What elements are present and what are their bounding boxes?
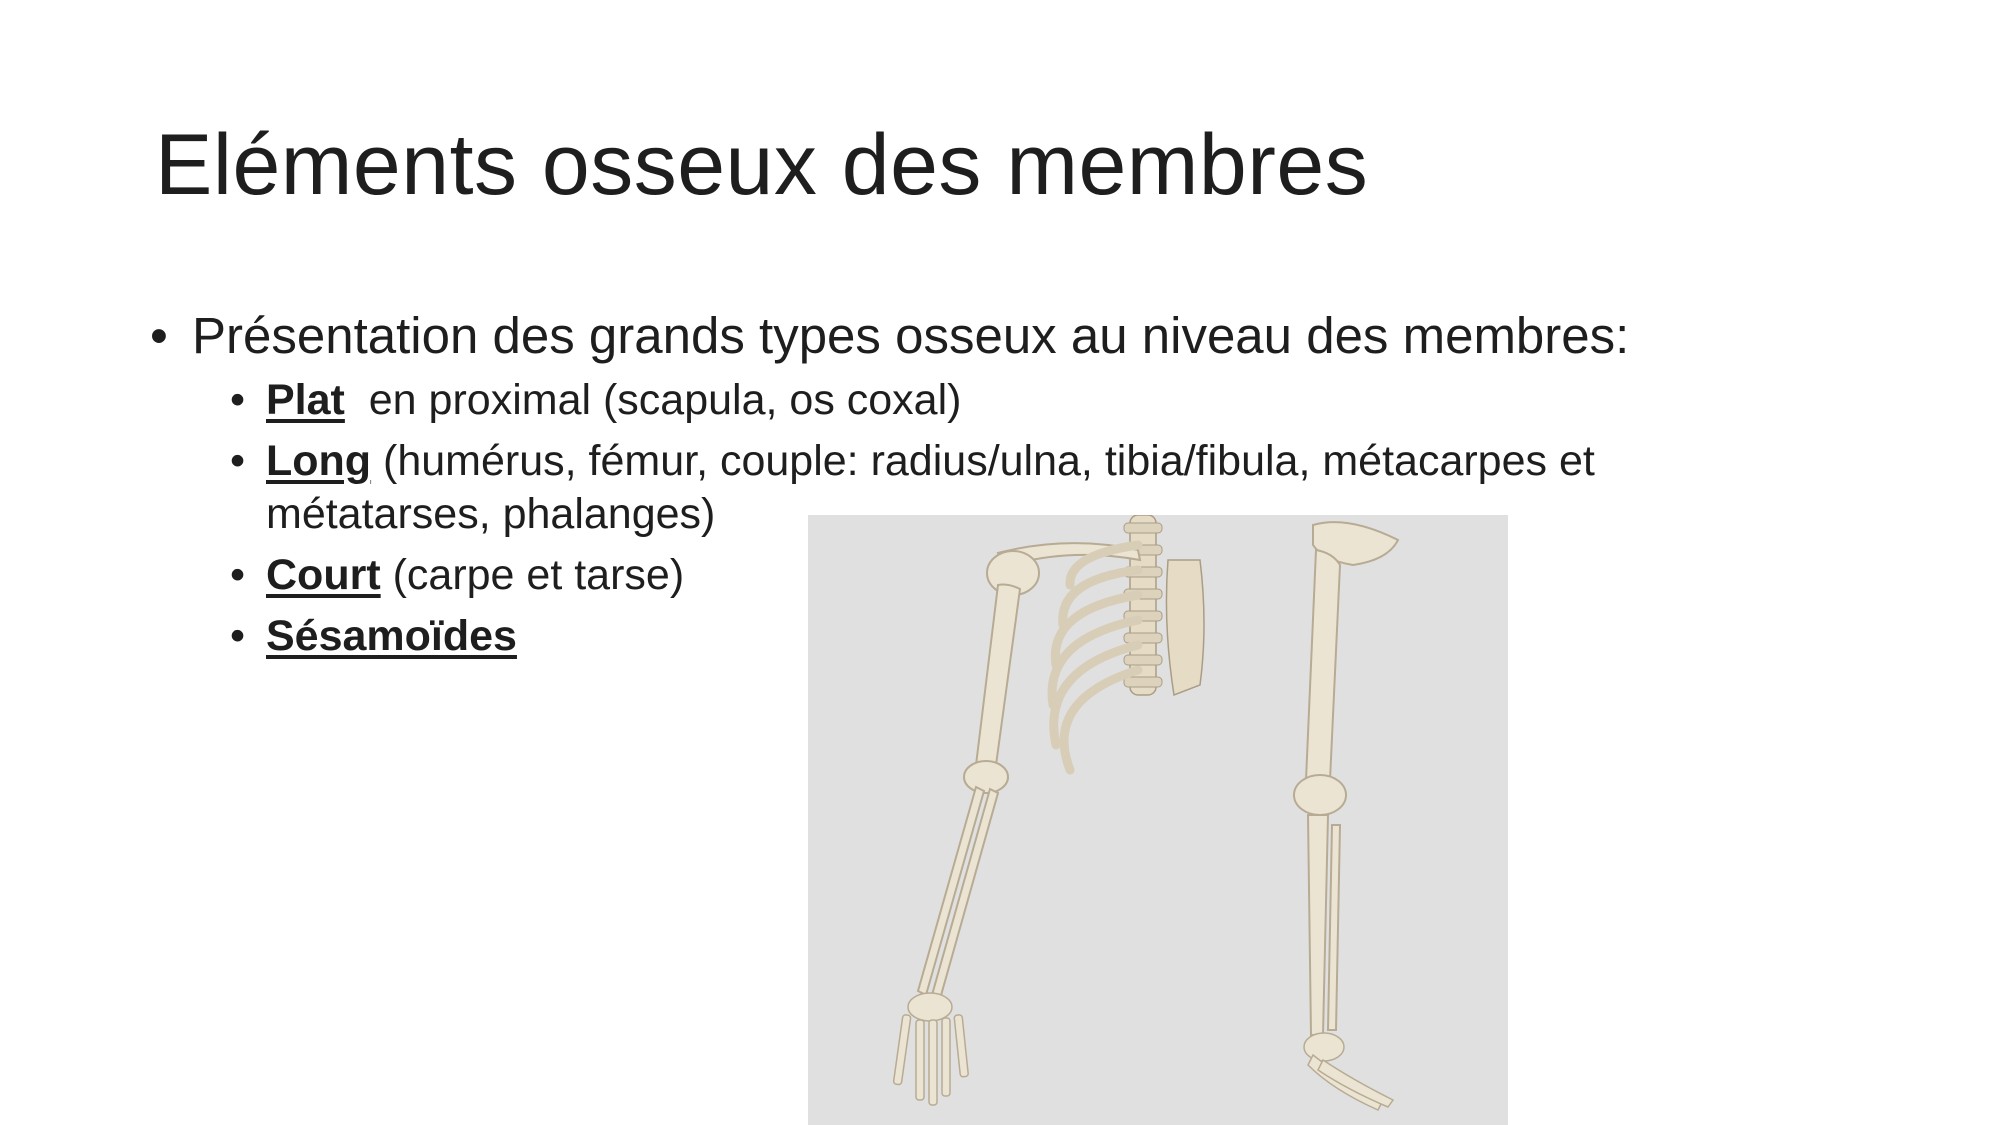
humerus-illustration <box>976 585 1020 770</box>
tibia-illustration <box>1308 815 1328 1035</box>
foot-illustration <box>1304 1033 1393 1110</box>
ulna-illustration <box>932 789 998 999</box>
bullet-main-text: Présentation des grands types osseux au niveau des membres: <box>192 307 1630 364</box>
bullet-dot-icon: • <box>230 437 246 486</box>
keyword-plat: Plat <box>266 376 345 425</box>
skeleton-icon <box>808 515 1508 1125</box>
radius-illustration <box>918 787 984 995</box>
skeleton-arm-leg-illustration <box>808 515 1508 1125</box>
slide-title: Eléments osseux des membres <box>155 117 1369 213</box>
sub-bullet-text: en proximal (scapula, os coxal) <box>344 376 962 425</box>
bullet-dot-icon: • <box>230 550 246 599</box>
femur-illustration <box>1306 550 1340 784</box>
hand-illustration <box>893 993 968 1105</box>
sub-bullet-text: (carpe et tarse) <box>380 550 685 599</box>
bullet-dot-icon: • <box>230 376 246 425</box>
sub-bullet-text: (humérus, fémur, couple: radius/ulna, tibia/fibula, métacarpes et métatarses, phalanges) <box>266 437 1595 538</box>
keyword-long: Long <box>266 437 372 486</box>
bullet-dot-icon: • <box>230 611 246 660</box>
sub-bullet-plat <box>230 374 1730 427</box>
bullet-dot-icon: • <box>150 307 168 364</box>
fibula-illustration <box>1328 825 1340 1030</box>
keyword-sesamoides: Sésamoïdes <box>266 611 517 660</box>
keyword-court: Court <box>266 550 381 599</box>
bullet-main <box>150 305 1730 366</box>
